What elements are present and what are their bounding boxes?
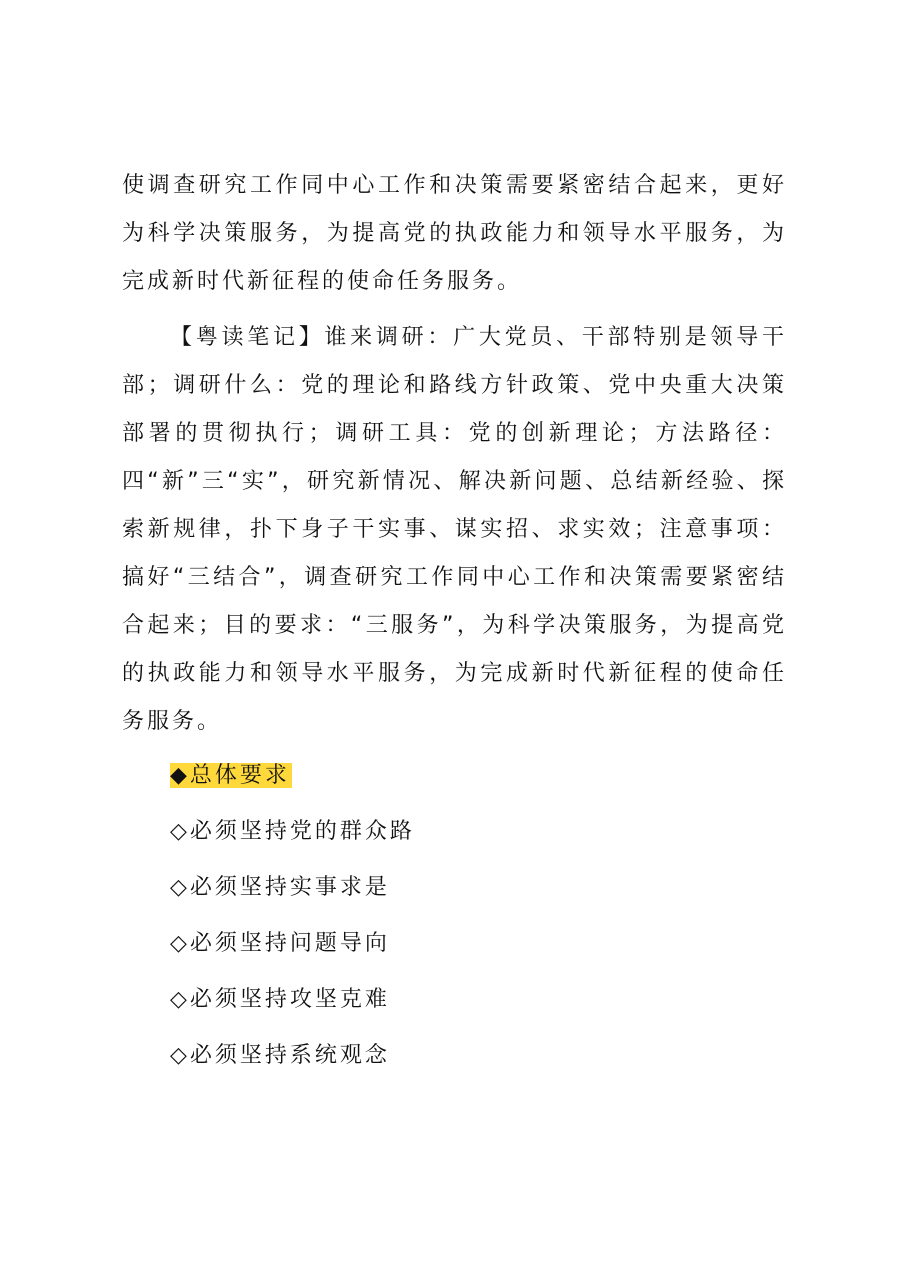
list-item: ◇必须坚持问题导向 (170, 931, 390, 956)
list-item: ◇必须坚持系统观念 (170, 1043, 390, 1068)
list-item: ◇必须坚持实事求是 (170, 875, 390, 900)
notes-paragraph: 【粤读笔记】谁来调研：广大党员、干部特别是领导干部；调研什么：党的理论和路线方针政策、党中央重大决策部署的贯彻执行；调研工具：党的创新理论；方法路径：四“新”三“实”，研究新情况、解决新问题、总结新经验、探索新规律，扑下身子干实事、谋实招、求实效；注意事项：搞好“三结合”，调查研究工作同中心工作和决策需要紧密结合起来；目的要求：“三服务”，为科学决策服务，为提高党的执政能力和领导水平服务，为完成新时代新征程的使命任务服务。 (122, 325, 787, 734)
section-heading: ◆总体要求 (170, 763, 290, 788)
list-item: ◇必须坚持党的群众路 (170, 819, 415, 844)
list-item: ◇必须坚持攻坚克难 (170, 987, 390, 1012)
paragraph-continuation: 使调查研究工作同中心工作和决策需要紧密结合起来，更好为科学决策服务，为提高党的执政能力和领导水平服务，为完成新时代新征程的使命任务服务。 (122, 173, 787, 294)
section-heading-item (170, 752, 415, 808)
requirements-list (170, 752, 415, 1088)
